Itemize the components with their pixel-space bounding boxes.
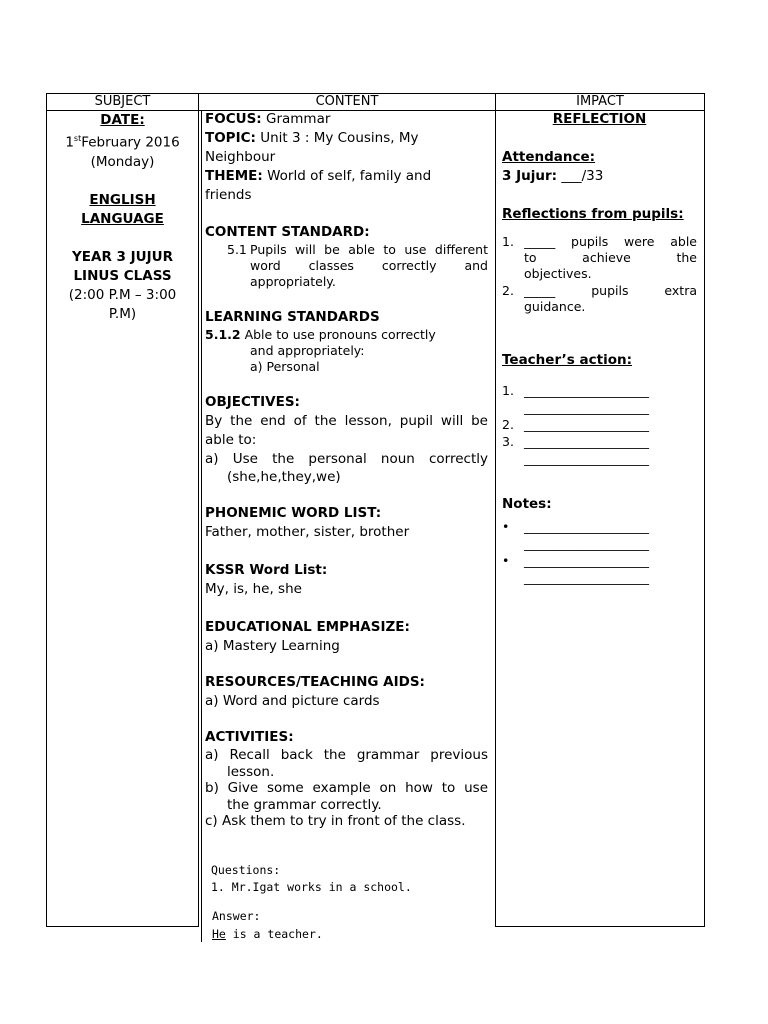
teacher-action-3-blank2: ____________________ xyxy=(524,451,649,466)
phonemic-word-list-label: PHONEMIC WORD LIST: xyxy=(205,505,382,521)
teacher-action-2 xyxy=(502,416,697,433)
attendance-label: Attendance: xyxy=(502,149,596,165)
note-2-bullet: • xyxy=(502,553,510,568)
reflection-1-line2: to achieve the xyxy=(524,250,697,265)
notes-label: Notes: xyxy=(502,496,552,512)
answer-rest: is a teacher. xyxy=(225,927,323,941)
theme-line xyxy=(205,167,488,186)
note-1-blank2: ____________________ xyxy=(524,536,649,551)
focus-label: FOCUS: xyxy=(205,111,262,127)
questions-label: Questions: xyxy=(211,863,281,877)
header-subject: SUBJECT xyxy=(94,94,151,109)
header-content: CONTENT xyxy=(315,94,379,109)
note-1-blank: ____________________ xyxy=(524,519,649,534)
topic-value: Unit 3 : My Cousins, My xyxy=(255,130,419,146)
activity-a-line1: a) Recall back the grammar previous xyxy=(205,747,488,763)
reflection-2-number: 2. xyxy=(502,283,514,298)
date-day: 1 xyxy=(65,134,74,151)
objectives-label: OBJECTIVES: xyxy=(205,394,300,410)
objectives-line1: By the end of the lesson, pupil will be xyxy=(205,413,488,429)
reflection-item-1 xyxy=(502,234,697,282)
teacher-action-2-blank: ____________________ xyxy=(524,417,649,432)
subject-column xyxy=(47,111,198,324)
learning-standards-label: LEARNING STANDARDS xyxy=(205,309,380,325)
teacher-action-1-blank2: ____________________ xyxy=(524,400,649,415)
ls-number: 5.1.2 xyxy=(205,327,241,342)
ls-line2: and appropriately: xyxy=(250,343,365,358)
activity-b-line2: the grammar correctly. xyxy=(227,797,382,813)
focus-value: Grammar xyxy=(261,111,331,127)
teacher-action-1 xyxy=(502,382,697,416)
teacher-action-1-blank: ____________________ xyxy=(524,383,649,398)
time-line1: (2:00 P.M – 3:00 xyxy=(68,286,177,303)
reflection-1-line1: _____ pupils were able xyxy=(524,234,697,249)
teacher-action-3-blank: ____________________ xyxy=(524,434,649,449)
answer-text xyxy=(212,927,323,942)
table-bottom-right xyxy=(495,926,705,927)
focus-line xyxy=(205,110,488,129)
teachers-action-label: Teacher’s action: xyxy=(502,352,633,368)
cs-line2: word classes correctly and xyxy=(250,258,488,273)
reflection-2-line1: _____ pupils extra xyxy=(524,283,697,298)
kssr-word-list-value: My, is, he, she xyxy=(205,581,302,597)
header-impact: IMPACT xyxy=(576,94,624,109)
teacher-action-3 xyxy=(502,433,697,467)
educational-emphasize-value: a) Mastery Learning xyxy=(205,638,340,654)
note-item-1 xyxy=(502,518,697,552)
teacher-action-2-number: 2. xyxy=(502,417,514,432)
table-bottom-left xyxy=(46,926,199,927)
time-line2: P.M) xyxy=(108,305,137,322)
activity-b-line1: b) Give some example on how to use xyxy=(205,780,488,796)
content-standard-body xyxy=(205,242,488,290)
reflection-2-line2: guidance. xyxy=(524,299,586,314)
resources-label: RESOURCES/TEACHING AIDS: xyxy=(205,674,425,690)
theme-line2: friends xyxy=(205,187,252,203)
note-1-bullet: • xyxy=(502,519,510,534)
subject-name-line1: ENGLISH xyxy=(89,191,156,208)
reflection-1-line3: objectives. xyxy=(524,266,592,281)
activity-c: c) Ask them to try in front of the class. xyxy=(205,813,466,829)
impact-column xyxy=(502,110,697,586)
note-2-blank: ____________________ xyxy=(524,553,649,568)
theme-value: World of self, family and xyxy=(262,168,432,184)
date-value xyxy=(47,129,198,153)
objective-a-line1: a) Use the personal noun correctly xyxy=(205,451,488,467)
reflection-1-number: 1. xyxy=(502,234,514,249)
reflections-from-pupils-label: Reflections from pupils: xyxy=(502,206,684,222)
objectives-line2: able to: xyxy=(205,432,257,448)
ls-text1: Able to use pronouns correctly xyxy=(240,327,436,342)
attendance-line xyxy=(502,167,697,186)
content-standard-label: CONTENT STANDARD: xyxy=(205,224,370,240)
weekday: (Monday) xyxy=(90,153,155,170)
question-1: 1. Mr.Igat works in a school. xyxy=(211,880,412,894)
col-divider-2 xyxy=(495,93,496,927)
ls-line1 xyxy=(205,326,488,343)
topic-line2: Neighbour xyxy=(205,149,276,165)
topic-label: TOPIC: xyxy=(205,130,256,146)
answer-label: Answer: xyxy=(212,909,261,923)
objective-a-line2: (she,he,they,we) xyxy=(227,469,341,485)
col-divider-1b xyxy=(201,110,202,942)
col-divider-1a xyxy=(198,93,199,927)
activities-label: ACTIVITIES: xyxy=(205,729,294,745)
educational-emphasize-label: EDUCATIONAL EMPHASIZE: xyxy=(205,619,410,635)
cs-line1: Pupils will be able to use different xyxy=(250,242,488,257)
cs-line3: appropriately. xyxy=(250,274,336,289)
reflection-title: REFLECTION xyxy=(552,111,647,127)
note-2-blank2: ____________________ xyxy=(524,570,649,585)
date-label: DATE: xyxy=(100,112,145,128)
resources-value: a) Word and picture cards xyxy=(205,693,380,709)
attendance-class: 3 Jujur: xyxy=(502,168,558,184)
teacher-action-1-number: 1. xyxy=(502,383,514,398)
answer-pronoun: He xyxy=(212,927,226,941)
attendance-value: ___/33 xyxy=(557,168,604,184)
date-sup: st xyxy=(73,134,82,143)
class-line2: LINUS CLASS xyxy=(73,267,172,284)
kssr-word-list-label: KSSR Word List: xyxy=(205,562,328,578)
cs-number: 5.1 xyxy=(227,242,247,257)
reflection-item-2 xyxy=(502,283,697,315)
note-item-2 xyxy=(502,552,697,586)
class-line1: YEAR 3 JUJUR xyxy=(72,248,173,265)
table-right-border xyxy=(704,93,705,927)
subject-name-line2: LANGUAGE xyxy=(81,210,164,227)
topic-line xyxy=(205,129,488,148)
teacher-action-3-number: 3. xyxy=(502,434,514,449)
phonemic-word-list-value: Father, mother, sister, brother xyxy=(205,524,410,540)
theme-label: THEME: xyxy=(205,168,263,184)
activity-a-line2: lesson. xyxy=(227,764,275,780)
date-month-year: February 2016 xyxy=(81,134,180,151)
content-column xyxy=(205,110,488,830)
ls-line3: a) Personal xyxy=(250,359,320,374)
